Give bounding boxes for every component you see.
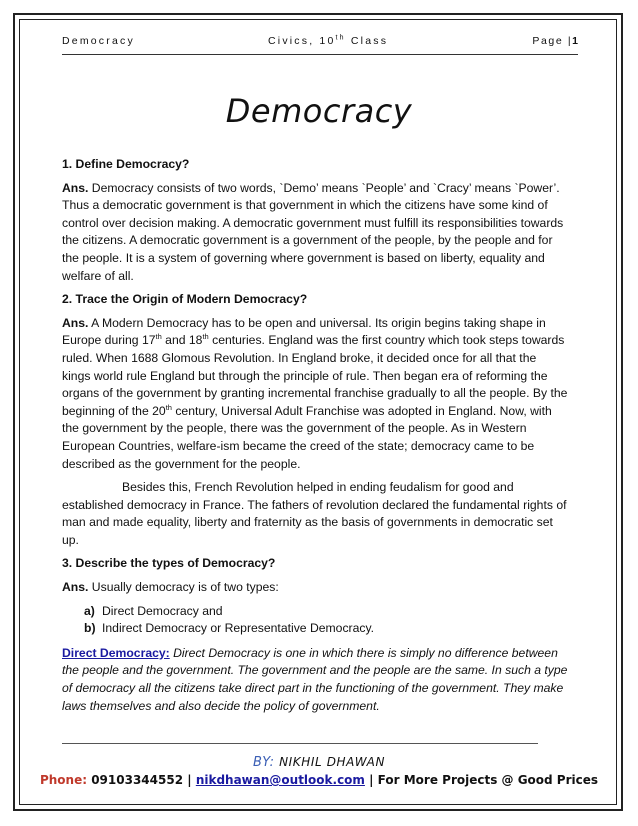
answer-3-label: Ans. xyxy=(62,580,89,595)
header-page xyxy=(532,35,578,47)
footer-rule xyxy=(62,743,538,744)
answer-1-label: Ans. xyxy=(62,180,89,195)
answer-2-paragraph-2: Besides this, French Revolution helped in ending feudalism for good and established democracy in France. The fathers of revolution declared the fundamental rights of man and made equality, liberty and fraternity as the basis of governments in democratic set up. xyxy=(62,480,567,547)
direct-democracy-heading: Direct Democracy: xyxy=(62,645,170,660)
democracy-types-list xyxy=(84,603,568,638)
header-subject: Democracy xyxy=(62,35,135,47)
header-page-number: 1 xyxy=(572,35,578,47)
footer-phone: 09103344552 xyxy=(91,773,184,787)
list-item xyxy=(84,603,568,621)
list-marker: a) xyxy=(84,603,95,618)
answer-2 xyxy=(62,315,568,473)
answer-1 xyxy=(62,180,568,286)
answer-2-text-d: century, Universal Adult Franchise was adopted in England. Now, with the government by the people, there was the government of the people. As in Western European Countries, welfare-ism became the creed of the state; democracy came to be described as the government for the people. xyxy=(62,403,552,471)
header-page-label: Page | xyxy=(532,35,573,47)
answer-2-text-a: A Modern Democracy has to be open and universal. Its origin begins taking shape in Europe during 17 xyxy=(62,315,546,348)
answer-3-text: Usually democracy is of two types: xyxy=(88,580,279,595)
list-item xyxy=(84,620,568,638)
question-3: 3. Describe the types of Democracy? xyxy=(62,556,276,571)
answer-2-text-b: and 18 xyxy=(161,333,203,348)
footer-author xyxy=(0,755,638,770)
answer-2-text-c: centuries. England was the first country which took steps towards ruled. When 1688 Glomous Revolution. In England broke, it decided once for all that the kings world rule England but through the principle of rule. Then began era of reforming the organs of the government by granting incremental franchise gradually to all the people. By the beginning of the 20 xyxy=(62,333,568,418)
list-marker: b) xyxy=(84,621,96,636)
footer-phone-label: Phone: xyxy=(39,773,88,787)
footer-separator: | xyxy=(183,773,196,787)
page-header xyxy=(62,33,578,55)
answer-2-label: Ans. xyxy=(62,315,89,330)
header-course-prefix: Civics, 10 xyxy=(268,35,336,47)
header-course-sup: th xyxy=(335,34,346,42)
direct-democracy-paragraph xyxy=(62,645,568,715)
answer-2-sup-b: th xyxy=(202,332,209,342)
page-title: Democracy xyxy=(225,92,413,130)
header-rule xyxy=(62,54,578,55)
direct-democracy-text: Direct Democracy is one in which there is simply no difference between the people and the government. The government and the people are the same. In such a type of democracy all the citizens take direct part in the functioning of the government. They make laws themselves and also decide the policy of government. xyxy=(62,645,568,713)
footer-email-link[interactable]: nikdhawan@outlook.com xyxy=(195,773,365,787)
answer-2-sup-c: th xyxy=(165,402,172,412)
footer-by-label: BY: xyxy=(252,755,275,770)
list-item-text: Direct Democracy and xyxy=(102,603,223,618)
header-course-suffix: Class xyxy=(345,35,389,47)
footer-tagline: | For More Projects @ Good Prices xyxy=(364,773,599,787)
question-2: 2. Trace the Origin of Modern Democracy? xyxy=(62,292,308,307)
answer-3 xyxy=(62,579,568,597)
footer-author-name: NIKHIL DHAWAN xyxy=(279,755,386,769)
document-body xyxy=(62,156,568,721)
answer-1-text: Democracy consists of two words, `Demo’ means `People’ and `Cracy’ means `Power’. Thus a democratic government is that government in which the citizens have some kind of control over decision making. A democratic government must fulfill its responsibilities towards the citizens. A democratic government is a government of the people, by the people and for the people. It is a system of governing where government is based on liberty, equality and welfare of all. xyxy=(62,180,564,283)
list-item-text: Indirect Democracy or Representative Democracy. xyxy=(102,621,375,636)
answer-2-sup-a: th xyxy=(155,332,162,342)
question-1: 1. Define Democracy? xyxy=(62,157,190,171)
header-course xyxy=(268,35,388,47)
footer-contact xyxy=(0,773,638,787)
